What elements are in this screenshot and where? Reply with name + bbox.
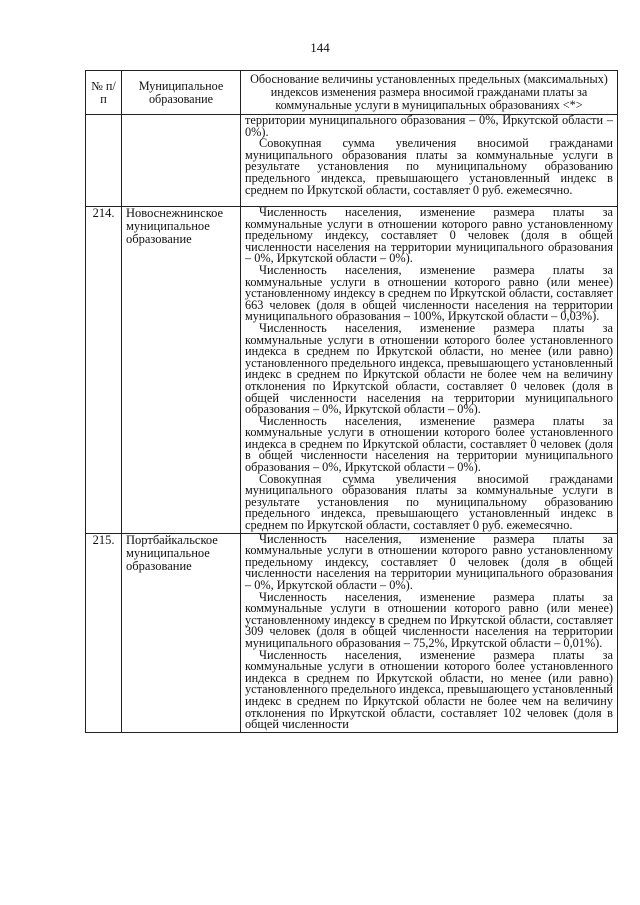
justification-paragraph: Численность населения, изменение размера платы за коммунальные услуги в отношении которого более установленного индекса в среднем по Иркутской области, но менее (или равно) установленного предельного индекса, превышающего установленный индекс в среднем по Иркутской области не более чем на величину отклонения по Иркутской области, составляет 0 человек (доля в общей численности населения на территории муниципального образования – 0%, Иркутской области – 0%). [245, 320, 613, 417]
table-row [86, 115, 618, 207]
justification-paragraph: Численность населения, изменение размера платы за коммунальные услуги в отношении которого равно установленному предельному индексу, составляет 0 человек (доля в общей численности населения на территории муниципального образования – 0%, Иркутской области – 0%). [245, 205, 613, 266]
header-municipality: Муниципальное образование [122, 71, 241, 115]
justification-paragraph: Численность населения, изменение размера платы за коммунальные услуги в отношении которого более установленного индекса в среднем по Иркутской области, но менее (или равно) установленного предельного индекса, превышающего установленный индекс в среднем по Иркутской области не более чем на величину отклонения по Иркутской области, составляет 102 человек (доля в общей численности [245, 647, 613, 732]
header-num: № п/п [86, 71, 122, 115]
row-number: 214. [86, 207, 122, 534]
justification-paragraph: Численность населения, изменение размера платы за коммунальные услуги в отношении которого более установленного индекса в среднем по Иркутской области, составляет 0 человек (доля в общей численности населения на территории муниципального образования – 0%, Иркутской области – 0%). [245, 413, 613, 475]
justification-cell [241, 115, 618, 207]
justification-paragraph: Совокупная сумма увеличения вносимой гражданами муниципального образования платы за коммунальные услуги в результате установления по муниципальному образованию предельного индекса, превышающего установленный индекс в среднем по Иркутской области, составляет 0 руб. ежемесячно. [245, 136, 613, 197]
justification-cell [241, 207, 618, 534]
table-header-row [86, 71, 618, 115]
tariff-index-table [85, 70, 618, 733]
municipality-name: Портбайкальское муниципальное образование [122, 533, 241, 732]
page-number: 144 [310, 40, 330, 55]
row-number [86, 115, 122, 207]
row-number: 215. [86, 533, 122, 732]
table-row [86, 533, 618, 732]
header-justification: Обоснование величины установленных предельных (максимальных) индексов изменения размера вносимой гражданами платы за коммунальные услуги в муниципальных образованиях <*> [241, 71, 618, 115]
justification-paragraph: Численность населения, изменение размера платы за коммунальные услуги в отношении которого равно установленному предельному индексу, составляет 0 человек (доля в общей численности населения на территории муниципального образования – 0%, Иркутской области – 0%). [245, 531, 613, 592]
municipality-name [122, 115, 241, 207]
justification-paragraph: территории муниципального образования – 0%, Иркутской области – 0%). [245, 113, 613, 139]
justification-cell [241, 533, 618, 732]
municipality-name: Новоснежнинское муниципальное образование [122, 207, 241, 534]
justification-paragraph: Совокупная сумма увеличения вносимой гражданами муниципального образования платы за коммунальные услуги в результате установления по муниципальному образованию предельного индекса, превышающего установленный индекс в среднем по Иркутской области, составляет 0 руб. ежемесячно. [245, 471, 613, 533]
justification-paragraph: Численность населения, изменение размера платы за коммунальные услуги в отношении которого равно (или менее) установленному индексу в среднем по Иркутской области, составляет 663 человек (доля в общей численности населения на территории муниципального образования – 100%, Иркутской области – 0,03%). [245, 262, 613, 324]
table-row [86, 207, 618, 534]
justification-paragraph: Численность населения, изменение размера платы за коммунальные услуги в отношении которого равно (или менее) установленному индексу в среднем по Иркутской области, составляет 309 человек (доля в общей численности населения на территории муниципального образования – 75,2%, Иркутской области – 0,01%). [245, 589, 613, 650]
